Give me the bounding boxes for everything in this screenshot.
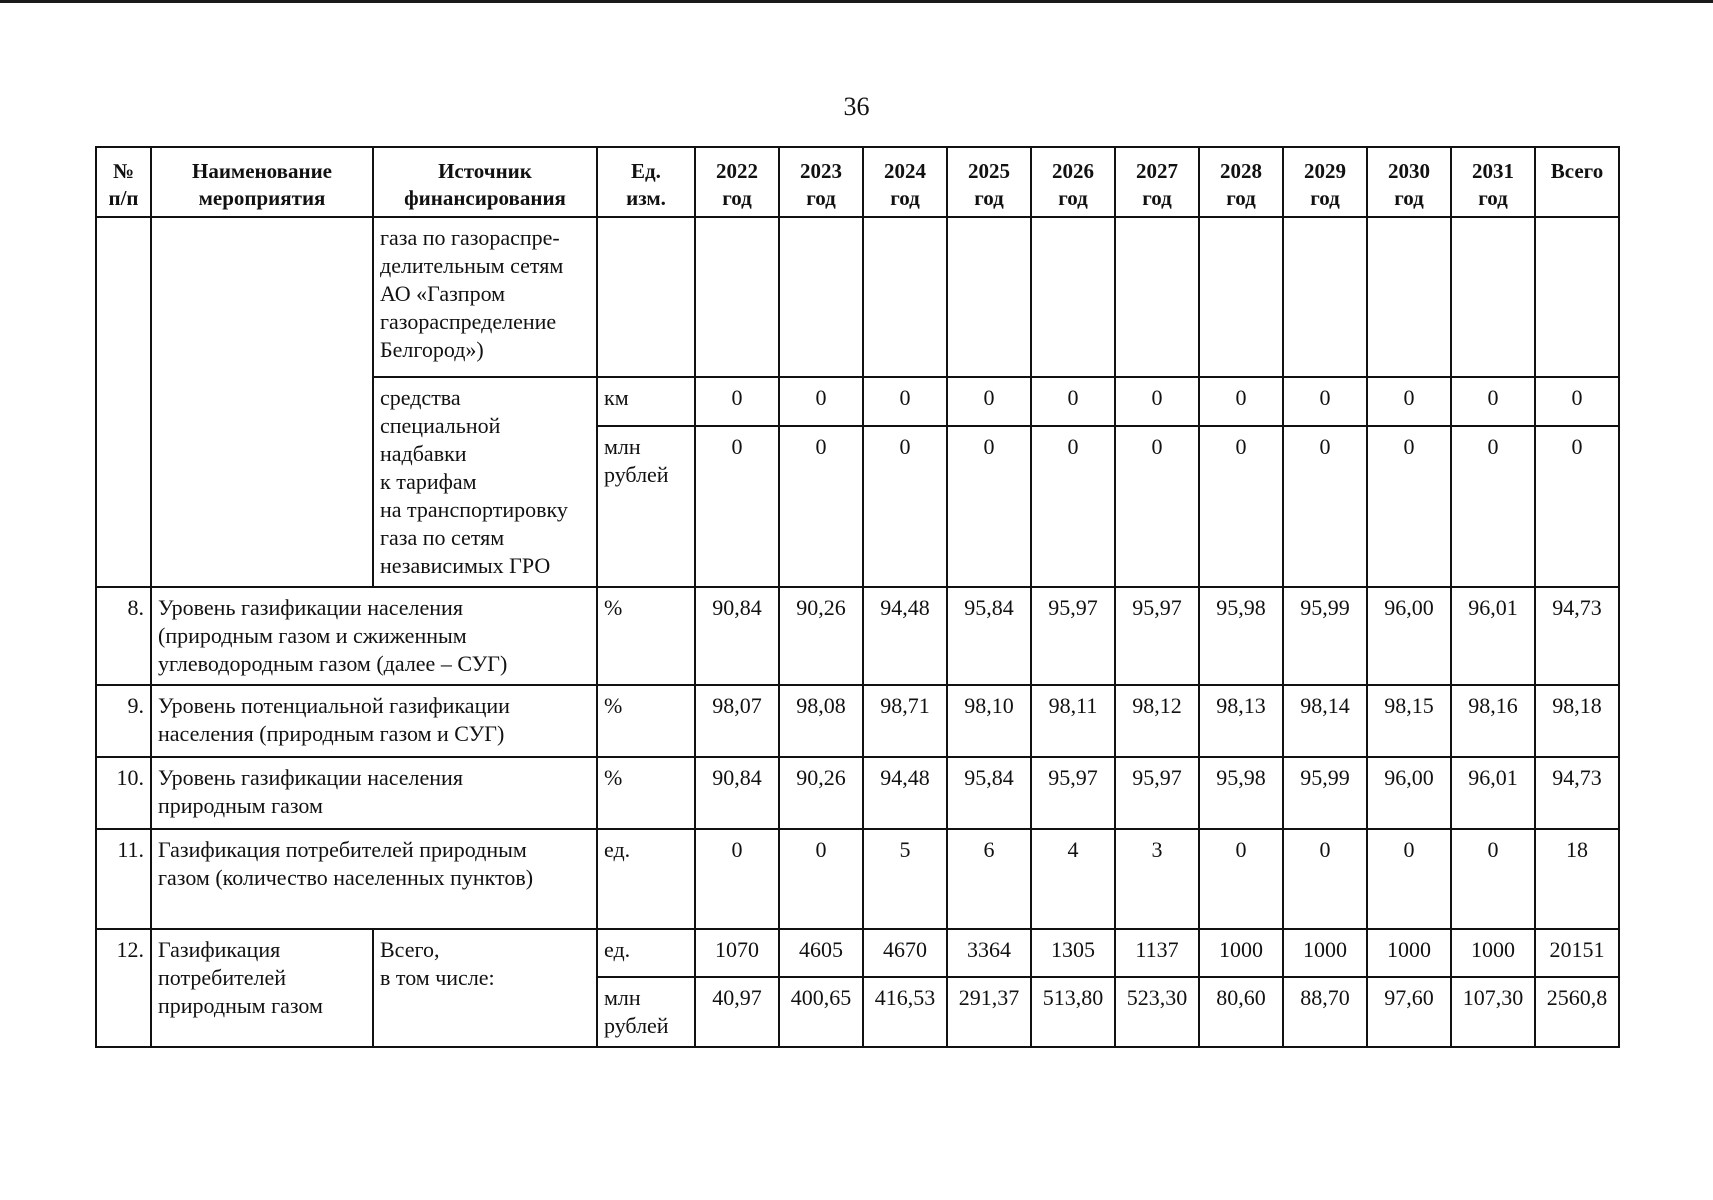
unit-cell: млн рублей — [597, 977, 695, 1047]
value-cell: 95,97 — [1031, 757, 1115, 829]
value-cell: 98,10 — [947, 685, 1031, 757]
value-cell: 1000 — [1451, 929, 1535, 977]
header-total: Всего — [1535, 147, 1619, 217]
indicator-name: Уровень потенциальной газификации населения (природным газом и СУГ) — [151, 685, 597, 757]
table-row — [96, 829, 1619, 929]
row-number: 11. — [96, 829, 151, 929]
header-source: Источник финансирования — [373, 147, 597, 217]
page-number: 36 — [843, 92, 870, 121]
total-cell: 18 — [1535, 829, 1619, 929]
value-cell: 0 — [1283, 377, 1367, 426]
source-cell: Всего, в том числе: — [373, 929, 597, 1047]
value-cell: 96,00 — [1367, 587, 1451, 685]
value-cell: 0 — [947, 426, 1031, 587]
value-cell: 95,97 — [1115, 757, 1199, 829]
unit-cell: ед. — [597, 829, 695, 929]
empty-cell — [779, 217, 863, 377]
value-cell: 98,71 — [863, 685, 947, 757]
value-cell: 6 — [947, 829, 1031, 929]
value-cell: 0 — [863, 426, 947, 587]
header-year: 2029 год — [1283, 147, 1367, 217]
empty-cell — [1367, 217, 1451, 377]
total-cell: 20151 — [1535, 929, 1619, 977]
value-cell: 98,07 — [695, 685, 779, 757]
value-cell: 0 — [779, 426, 863, 587]
value-cell: 513,80 — [1031, 977, 1115, 1047]
value-cell: 4605 — [779, 929, 863, 977]
value-cell: 98,08 — [779, 685, 863, 757]
unit-cell: млн рублей — [597, 426, 695, 587]
header-no: № п/п — [96, 147, 151, 217]
value-cell: 90,26 — [779, 587, 863, 685]
empty-cell — [1283, 217, 1367, 377]
value-cell: 3364 — [947, 929, 1031, 977]
value-cell: 95,98 — [1199, 757, 1283, 829]
value-cell: 0 — [779, 377, 863, 426]
value-cell: 95,99 — [1283, 587, 1367, 685]
value-cell: 98,16 — [1451, 685, 1535, 757]
value-cell: 107,30 — [1451, 977, 1535, 1047]
row-number: 8. — [96, 587, 151, 685]
value-cell: 400,65 — [779, 977, 863, 1047]
value-cell: 1000 — [1283, 929, 1367, 977]
value-cell: 0 — [947, 377, 1031, 426]
value-cell: 0 — [779, 829, 863, 929]
unit-cell: км — [597, 377, 695, 426]
empty-cell — [597, 217, 695, 377]
header-year: 2024 год — [863, 147, 947, 217]
total-cell: 0 — [1535, 426, 1619, 587]
header-year: 2023 год — [779, 147, 863, 217]
value-cell: 0 — [1199, 377, 1283, 426]
empty-cell — [1199, 217, 1283, 377]
empty-cell — [1451, 217, 1535, 377]
table-header-row — [96, 147, 1619, 217]
total-cell: 94,73 — [1535, 587, 1619, 685]
value-cell: 90,84 — [695, 587, 779, 685]
value-cell: 1000 — [1367, 929, 1451, 977]
source-cell: средства специальной надбавки к тарифам на транспортировку газа по сетям независимых ГРО — [373, 377, 597, 587]
empty-cell — [695, 217, 779, 377]
value-cell: 0 — [1451, 829, 1535, 929]
value-cell: 96,01 — [1451, 587, 1535, 685]
empty-cell — [863, 217, 947, 377]
value-cell: 98,13 — [1199, 685, 1283, 757]
indicator-name: Газификация потребителей природным газом (количество населенных пунктов) — [151, 829, 597, 929]
unit-cell: ед. — [597, 929, 695, 977]
value-cell: 95,84 — [947, 587, 1031, 685]
header-name: Наименование мероприятия — [151, 147, 373, 217]
value-cell: 90,84 — [695, 757, 779, 829]
header-year: 2028 год — [1199, 147, 1283, 217]
unit-cell: % — [597, 685, 695, 757]
empty-cell — [1535, 217, 1619, 377]
value-cell: 0 — [1283, 829, 1367, 929]
value-cell: 0 — [695, 426, 779, 587]
value-cell: 0 — [695, 377, 779, 426]
value-cell: 5 — [863, 829, 947, 929]
value-cell: 416,53 — [863, 977, 947, 1047]
value-cell: 40,97 — [695, 977, 779, 1047]
value-cell: 95,98 — [1199, 587, 1283, 685]
top-border-line — [0, 0, 1713, 3]
value-cell: 4 — [1031, 829, 1115, 929]
value-cell: 0 — [1367, 377, 1451, 426]
header-year: 2031 год — [1451, 147, 1535, 217]
total-cell: 2560,8 — [1535, 977, 1619, 1047]
value-cell: 98,14 — [1283, 685, 1367, 757]
value-cell: 97,60 — [1367, 977, 1451, 1047]
source-cell: газа по газораспре- делительным сетям АО «Газпром газораспределение Белгород») — [373, 217, 597, 377]
table-row — [96, 587, 1619, 685]
value-cell: 523,30 — [1115, 977, 1199, 1047]
value-cell: 90,26 — [779, 757, 863, 829]
table-row — [96, 685, 1619, 757]
value-cell: 98,15 — [1367, 685, 1451, 757]
unit-cell: % — [597, 757, 695, 829]
value-cell: 95,97 — [1115, 587, 1199, 685]
header-year: 2026 год — [1031, 147, 1115, 217]
value-cell: 0 — [1115, 426, 1199, 587]
value-cell: 80,60 — [1199, 977, 1283, 1047]
total-cell: 94,73 — [1535, 757, 1619, 829]
value-cell: 0 — [1451, 426, 1535, 587]
table-row — [96, 757, 1619, 829]
value-cell: 96,00 — [1367, 757, 1451, 829]
value-cell: 1000 — [1199, 929, 1283, 977]
value-cell: 0 — [695, 829, 779, 929]
empty-cell — [1115, 217, 1199, 377]
total-cell: 98,18 — [1535, 685, 1619, 757]
value-cell: 95,99 — [1283, 757, 1367, 829]
row-number: 9. — [96, 685, 151, 757]
continued-name-cell — [151, 217, 373, 587]
unit-cell: % — [597, 587, 695, 685]
value-cell: 3 — [1115, 829, 1199, 929]
value-cell: 0 — [1031, 377, 1115, 426]
value-cell: 0 — [1199, 829, 1283, 929]
value-cell: 0 — [1031, 426, 1115, 587]
total-cell: 0 — [1535, 377, 1619, 426]
value-cell: 0 — [1367, 426, 1451, 587]
value-cell: 88,70 — [1283, 977, 1367, 1047]
indicator-name: Уровень газификации населения (природным газом и сжиженным углеводородным газом (далее – СУГ) — [151, 587, 597, 685]
indicator-name: Уровень газификации населения природным газом — [151, 757, 597, 829]
value-cell: 96,01 — [1451, 757, 1535, 829]
header-year: 2022 год — [695, 147, 779, 217]
value-cell: 0 — [1451, 377, 1535, 426]
value-cell: 0 — [1115, 377, 1199, 426]
table-row — [96, 929, 1619, 977]
value-cell: 98,11 — [1031, 685, 1115, 757]
value-cell: 1137 — [1115, 929, 1199, 977]
row-number: 12. — [96, 929, 151, 1047]
value-cell: 291,37 — [947, 977, 1031, 1047]
indicator-name: Газификация потребителей природным газом — [151, 929, 373, 1047]
header-year: 2030 год — [1367, 147, 1451, 217]
empty-cell — [1031, 217, 1115, 377]
value-cell: 0 — [1367, 829, 1451, 929]
empty-cell — [947, 217, 1031, 377]
value-cell: 95,84 — [947, 757, 1031, 829]
value-cell: 0 — [1199, 426, 1283, 587]
header-unit: Ед. изм. — [597, 147, 695, 217]
table-row — [96, 217, 1619, 377]
value-cell: 95,97 — [1031, 587, 1115, 685]
value-cell: 94,48 — [863, 757, 947, 829]
header-year: 2027 год — [1115, 147, 1199, 217]
header-year: 2025 год — [947, 147, 1031, 217]
value-cell: 0 — [1283, 426, 1367, 587]
indicators-table — [95, 146, 1620, 1048]
value-cell: 4670 — [863, 929, 947, 977]
value-cell: 94,48 — [863, 587, 947, 685]
row-number: 10. — [96, 757, 151, 829]
continued-num-cell — [96, 217, 151, 587]
value-cell: 1070 — [695, 929, 779, 977]
value-cell: 1305 — [1031, 929, 1115, 977]
value-cell: 98,12 — [1115, 685, 1199, 757]
value-cell: 0 — [863, 377, 947, 426]
